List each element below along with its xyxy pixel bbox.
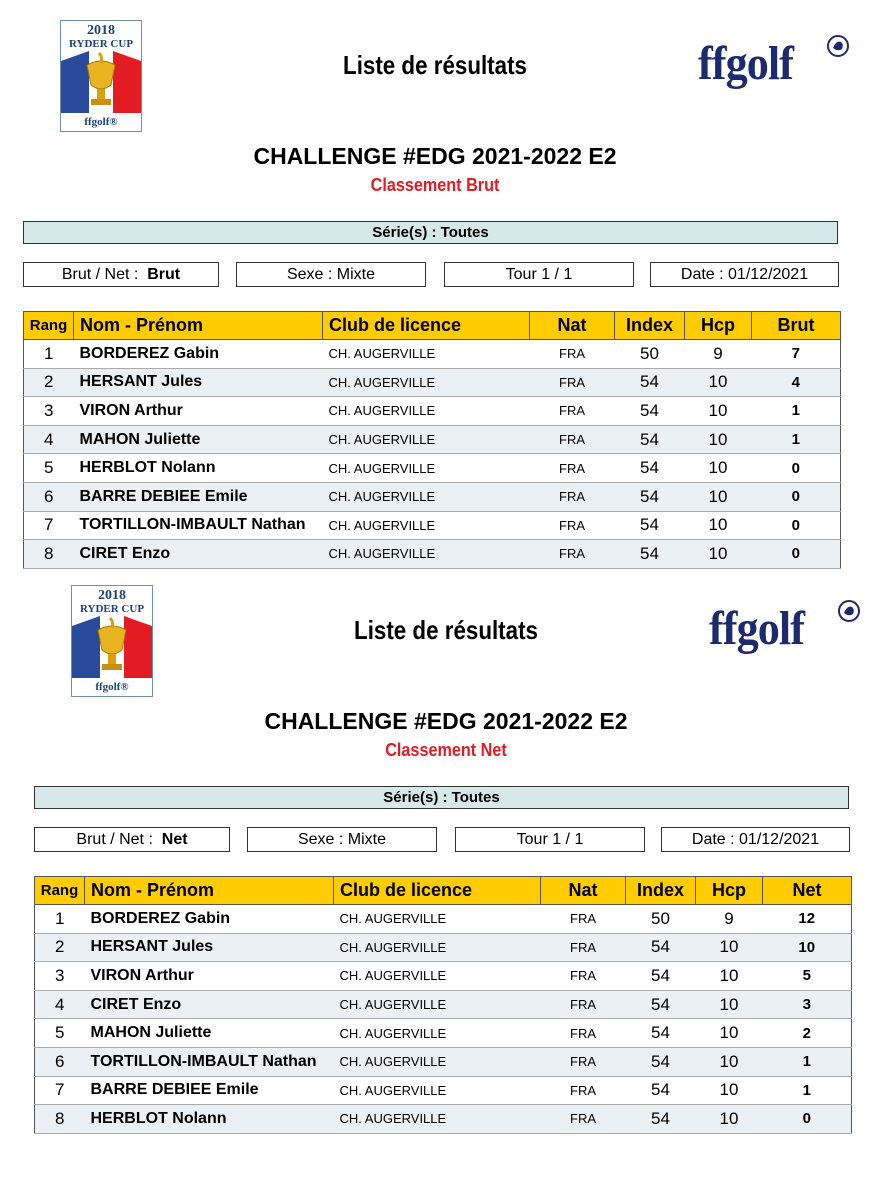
rank: 2: [24, 368, 74, 397]
score: 0: [752, 540, 841, 569]
index: 54: [626, 1105, 696, 1134]
col-nat: Nat: [530, 312, 615, 340]
table-header: [24, 312, 841, 340]
club: CH. AUGERVILLE: [334, 933, 541, 962]
col-score: Brut: [752, 312, 841, 340]
hcp: 10: [685, 425, 752, 454]
trophy-icon: [72, 616, 152, 678]
score: 7: [752, 340, 841, 369]
index: 54: [615, 511, 685, 540]
nationality: FRA: [530, 511, 615, 540]
col-index: Index: [615, 312, 685, 340]
ryder-cup-logo: [60, 20, 142, 132]
nationality: FRA: [541, 905, 626, 934]
index: 54: [626, 962, 696, 991]
index: 54: [615, 425, 685, 454]
rank: 1: [24, 340, 74, 369]
hcp: 10: [696, 933, 763, 962]
club: CH. AUGERVILLE: [323, 482, 530, 511]
table-row: [35, 1105, 852, 1134]
date-box: Date : 01/12/2021: [650, 262, 839, 287]
index: 54: [615, 540, 685, 569]
index: 54: [626, 1047, 696, 1076]
results-sheet-net: [0, 565, 880, 1155]
index: 54: [626, 1019, 696, 1048]
results-sheet-brut: [0, 0, 880, 590]
hcp: 10: [685, 454, 752, 483]
table-row: [35, 962, 852, 991]
tour-box: Tour 1 / 1: [444, 262, 634, 287]
sexe-box: Sexe : Mixte: [247, 827, 437, 852]
player-name: MAHON Juliette: [85, 1019, 334, 1048]
player-name: HERSANT Jules: [85, 933, 334, 962]
rank: 7: [35, 1076, 85, 1105]
col-rang: Rang: [35, 877, 85, 905]
player-name: HERBLOT Nolann: [85, 1105, 334, 1134]
col-name: Nom - Prénom: [85, 877, 334, 905]
date-box: Date : 01/12/2021: [661, 827, 850, 852]
ffgolf-logo: ffgolf: [709, 602, 805, 655]
logo-brand: ffgolf®: [95, 681, 129, 693]
nationality: FRA: [530, 397, 615, 426]
ffgolf-logo: ffgolf: [698, 37, 794, 90]
club: CH. AUGERVILLE: [334, 1047, 541, 1076]
hcp: 9: [696, 905, 763, 934]
club: CH. AUGERVILLE: [334, 962, 541, 991]
table-row: [35, 905, 852, 934]
col-hcp: Hcp: [696, 877, 763, 905]
ranking-subtitle: Classement Net: [385, 740, 507, 760]
table-row: [35, 990, 852, 1019]
series-bar: Série(s) : Toutes: [23, 221, 838, 244]
rank: 7: [24, 511, 74, 540]
rooster-icon: [826, 34, 850, 58]
index: 54: [626, 933, 696, 962]
player-name: HERSANT Jules: [74, 368, 323, 397]
table-row: [24, 397, 841, 426]
club: CH. AUGERVILLE: [323, 340, 530, 369]
player-name: CIRET Enzo: [85, 990, 334, 1019]
hcp: 10: [685, 397, 752, 426]
brut-net-box: [34, 827, 230, 852]
index: 50: [615, 340, 685, 369]
player-name: VIRON Arthur: [85, 962, 334, 991]
player-name: BORDEREZ Gabin: [85, 905, 334, 934]
score: 1: [763, 1047, 852, 1076]
table-row: [24, 454, 841, 483]
competition-title: CHALLENGE #EDG 2021-2022 E2: [253, 143, 617, 169]
brut-net-value: Net: [161, 831, 188, 848]
col-nat: Nat: [541, 877, 626, 905]
club: CH. AUGERVILLE: [334, 1076, 541, 1105]
score: 2: [763, 1019, 852, 1048]
col-club: Club de licence: [323, 312, 530, 340]
rank: 4: [24, 425, 74, 454]
col-rang: Rang: [24, 312, 74, 340]
index: 54: [615, 454, 685, 483]
table-row: [24, 511, 841, 540]
club: CH. AUGERVILLE: [334, 990, 541, 1019]
club: CH. AUGERVILLE: [323, 454, 530, 483]
ranking-subtitle: Classement Brut: [370, 175, 500, 195]
table-row: [24, 425, 841, 454]
logo-brand: ffgolf®: [84, 116, 118, 128]
nationality: FRA: [541, 1019, 626, 1048]
club: CH. AUGERVILLE: [323, 511, 530, 540]
player-name: TORTILLON-IMBAULT Nathan: [85, 1047, 334, 1076]
index: 54: [615, 397, 685, 426]
rank: 4: [35, 990, 85, 1019]
hcp: 10: [685, 540, 752, 569]
player-name: BARRE DEBIEE Emile: [74, 482, 323, 511]
club: CH. AUGERVILLE: [323, 368, 530, 397]
table-row: [35, 1019, 852, 1048]
table-row: [35, 933, 852, 962]
hcp: 10: [696, 1076, 763, 1105]
table-row: [24, 482, 841, 511]
rank: 6: [24, 482, 74, 511]
hcp: 10: [696, 990, 763, 1019]
tour-box: Tour 1 / 1: [455, 827, 645, 852]
score: 0: [752, 482, 841, 511]
rank: 3: [35, 962, 85, 991]
club: CH. AUGERVILLE: [334, 905, 541, 934]
col-score: Net: [763, 877, 852, 905]
logo-name: RYDER CUP: [68, 38, 134, 50]
brut-net-label: Brut / Net :: [76, 831, 153, 848]
rank: 5: [35, 1019, 85, 1048]
table-row: [24, 540, 841, 569]
logo-name: RYDER CUP: [79, 603, 145, 615]
index: 54: [626, 990, 696, 1019]
ryder-cup-logo: [71, 585, 153, 697]
index: 50: [626, 905, 696, 934]
hcp: 10: [685, 368, 752, 397]
results-table: [34, 876, 852, 1134]
club: CH. AUGERVILLE: [334, 1105, 541, 1134]
document-title: Liste de résultats: [343, 50, 527, 80]
score: 5: [763, 962, 852, 991]
table-row: [35, 1047, 852, 1076]
nationality: FRA: [541, 933, 626, 962]
brut-net-box: [23, 262, 219, 287]
hcp: 9: [685, 340, 752, 369]
nationality: FRA: [530, 540, 615, 569]
player-name: CIRET Enzo: [74, 540, 323, 569]
table-row: [35, 1076, 852, 1105]
nationality: FRA: [541, 990, 626, 1019]
results-table: [23, 311, 841, 569]
rank: 5: [24, 454, 74, 483]
rank: 8: [35, 1105, 85, 1134]
rank: 6: [35, 1047, 85, 1076]
player-name: VIRON Arthur: [74, 397, 323, 426]
club: CH. AUGERVILLE: [323, 397, 530, 426]
logo-year: 2018: [87, 23, 115, 38]
rank: 2: [35, 933, 85, 962]
player-name: HERBLOT Nolann: [74, 454, 323, 483]
score: 0: [752, 511, 841, 540]
nationality: FRA: [541, 1105, 626, 1134]
rooster-icon: [837, 599, 861, 623]
table-header: [35, 877, 852, 905]
nationality: FRA: [530, 425, 615, 454]
nationality: FRA: [530, 482, 615, 511]
rank: 8: [24, 540, 74, 569]
col-club: Club de licence: [334, 877, 541, 905]
brut-net-label: Brut / Net :: [61, 266, 139, 283]
rank: 3: [24, 397, 74, 426]
score: 3: [763, 990, 852, 1019]
hcp: 10: [696, 1105, 763, 1134]
hcp: 10: [685, 511, 752, 540]
hcp: 10: [696, 962, 763, 991]
col-name: Nom - Prénom: [74, 312, 323, 340]
index: 54: [615, 482, 685, 511]
club: CH. AUGERVILLE: [323, 540, 530, 569]
hcp: 10: [685, 482, 752, 511]
col-index: Index: [626, 877, 696, 905]
score: 0: [752, 454, 841, 483]
club: CH. AUGERVILLE: [323, 425, 530, 454]
score: 1: [752, 397, 841, 426]
hcp: 10: [696, 1019, 763, 1048]
hcp: 10: [696, 1047, 763, 1076]
sexe-box: Sexe : Mixte: [236, 262, 426, 287]
document-title: Liste de résultats: [354, 615, 538, 645]
score: 1: [752, 425, 841, 454]
nationality: FRA: [541, 962, 626, 991]
rank: 1: [35, 905, 85, 934]
nationality: FRA: [530, 368, 615, 397]
nationality: FRA: [541, 1047, 626, 1076]
club: CH. AUGERVILLE: [334, 1019, 541, 1048]
score: 0: [763, 1105, 852, 1134]
logo-year: 2018: [98, 588, 126, 603]
score: 1: [763, 1076, 852, 1105]
trophy-icon: [61, 51, 141, 113]
index: 54: [626, 1076, 696, 1105]
brut-net-value: Brut: [147, 266, 181, 283]
series-bar: Série(s) : Toutes: [34, 786, 849, 809]
index: 54: [615, 368, 685, 397]
nationality: FRA: [541, 1076, 626, 1105]
nationality: FRA: [530, 454, 615, 483]
score: 4: [752, 368, 841, 397]
score: 12: [763, 905, 852, 934]
player-name: BARRE DEBIEE Emile: [85, 1076, 334, 1105]
col-hcp: Hcp: [685, 312, 752, 340]
nationality: FRA: [530, 340, 615, 369]
table-row: [24, 340, 841, 369]
player-name: BORDEREZ Gabin: [74, 340, 323, 369]
player-name: MAHON Juliette: [74, 425, 323, 454]
competition-title: CHALLENGE #EDG 2021-2022 E2: [264, 708, 628, 734]
score: 10: [763, 933, 852, 962]
player-name: TORTILLON-IMBAULT Nathan: [74, 511, 323, 540]
table-row: [24, 368, 841, 397]
